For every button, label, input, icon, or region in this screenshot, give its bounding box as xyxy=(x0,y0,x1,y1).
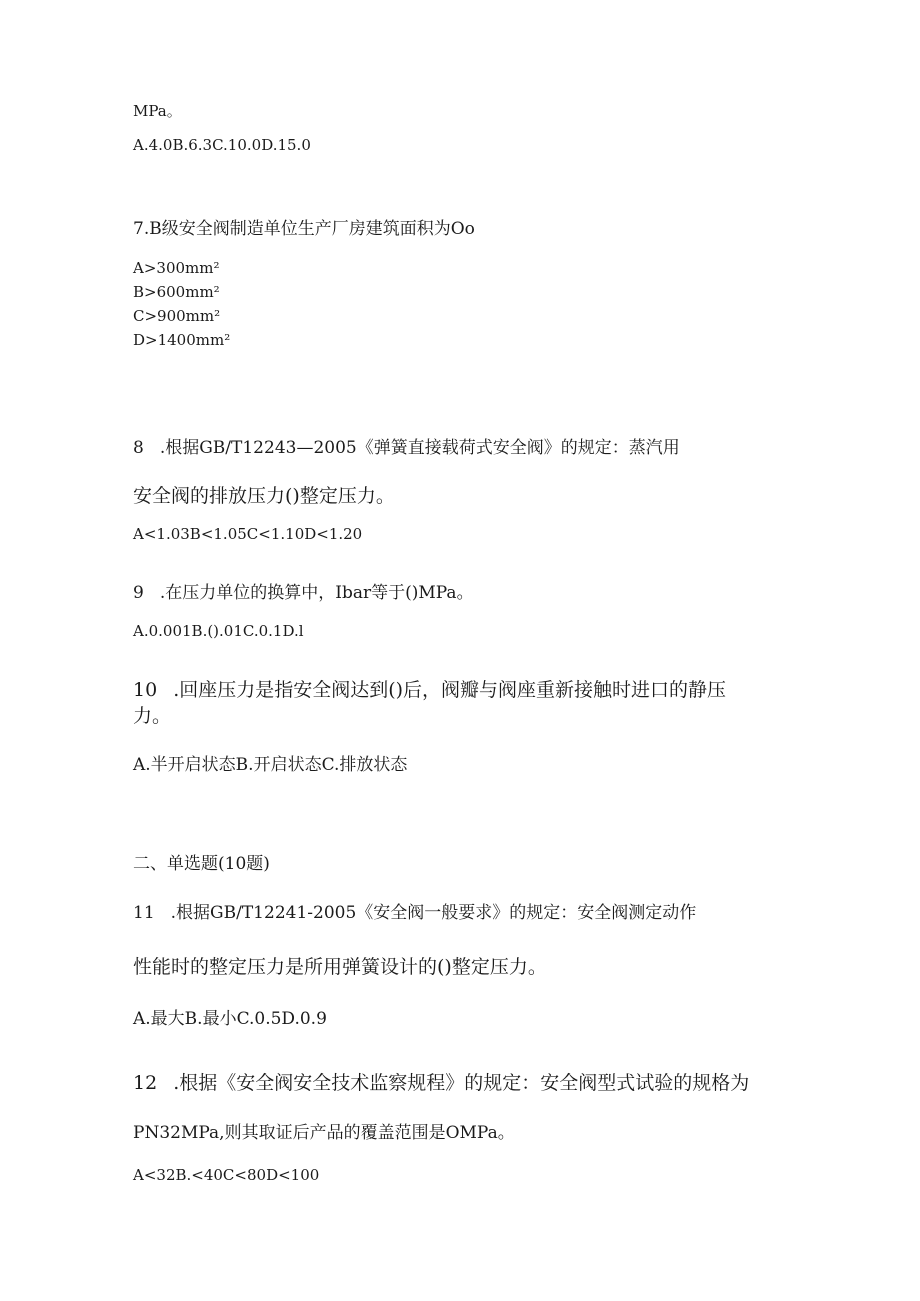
question-number: 9 xyxy=(133,583,144,603)
option-line: A>300mm² xyxy=(133,259,220,277)
question-text: .在压力单位的换算中，Ibar等于()MPa。 xyxy=(159,583,474,603)
question-continuation: PN32MPa,则其取证后产品的覆盖范围是OMPa。 xyxy=(133,1123,515,1143)
question-title xyxy=(133,1074,749,1093)
option-line: D>1400mm² xyxy=(133,331,231,349)
question-title xyxy=(133,905,696,922)
question-continuation: 力。 xyxy=(133,705,172,727)
question-number: 10 xyxy=(133,679,158,701)
option-line: C>900mm² xyxy=(133,307,221,325)
question-text: .回座压力是指安全阀达到()后，阀瓣与阀座重新接触时进口的静压 xyxy=(173,679,727,701)
option-line: B>600mm² xyxy=(133,283,220,301)
question-text: .根据GB/T12241-2005《安全阀一般要求》的规定：安全阀测定动作 xyxy=(170,903,697,923)
option-line: A<1.03B<1.05C<1.10D<1.20 xyxy=(133,525,363,543)
question-text: .根据GB/T12243—2005《弹簧直接载荷式安全阀》的规定：蒸汽用 xyxy=(159,438,680,458)
option-line: A.最大B.最小C.0.5D.0.9 xyxy=(133,1009,327,1029)
question-title: 7.B级安全阀制造单位生产厂房建筑面积为Oo xyxy=(133,219,475,239)
question-continuation: 安全阀的排放压力()整定压力。 xyxy=(133,485,395,507)
option-line: A.半开启状态B.开启状态C.排放状态 xyxy=(133,755,408,775)
question-number: 12 xyxy=(133,1072,158,1094)
text-line: MPa。 xyxy=(133,102,182,120)
question-text: .根据《安全阀安全技术监察规程》的规定：安全阀型式试验的规格为 xyxy=(173,1072,750,1094)
question-title xyxy=(133,681,726,700)
question-continuation: 性能时的整定压力是所用弹簧设计的()整定压力。 xyxy=(133,956,547,978)
option-line: A.0.001B.().01C.0.1D.l xyxy=(133,622,304,640)
option-line: A<32B.<40C<80D<100 xyxy=(133,1166,320,1184)
question-number: 11 xyxy=(133,903,155,923)
question-number: 8 xyxy=(133,438,144,458)
question-title xyxy=(133,585,474,602)
question-title xyxy=(133,440,680,457)
option-line: A.4.0B.6.3C.10.0D.15.0 xyxy=(133,136,311,154)
section-heading: 二、单选题(10题) xyxy=(133,854,270,874)
